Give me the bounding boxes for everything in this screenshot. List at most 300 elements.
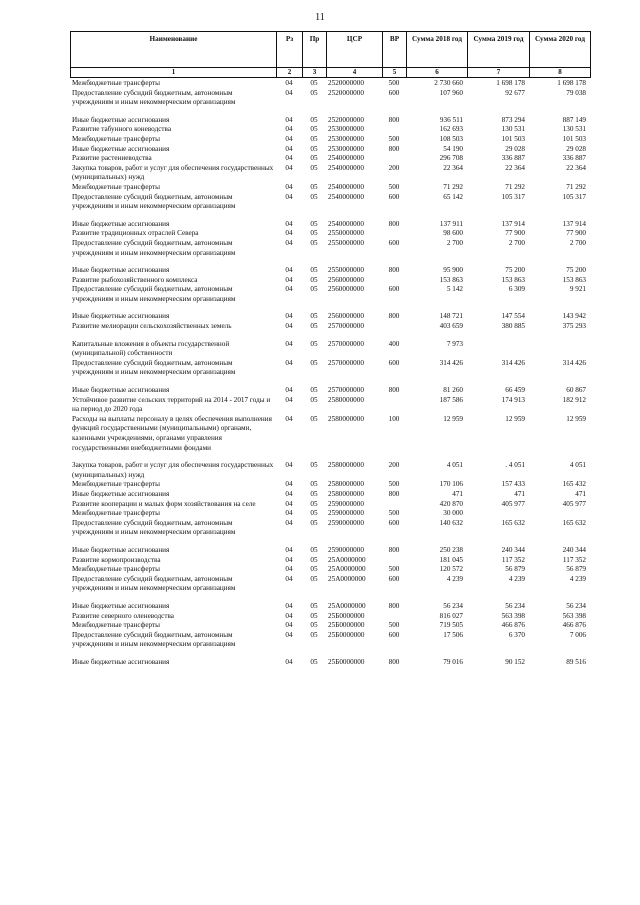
column-number: 8 xyxy=(530,68,591,78)
row-name: Развитие кооперации и малых форм хозяйствования на селе xyxy=(72,499,256,508)
row-sum-2020: 165 432 xyxy=(562,480,586,489)
row-name: Предоставление субсидий бюджетным, автономным учреждениям и иным некоммерческим организациям xyxy=(72,192,236,211)
column-number: 2 xyxy=(277,68,303,78)
row-spacer xyxy=(70,538,590,546)
row-spacer-cell xyxy=(70,650,590,658)
row-vr xyxy=(382,154,406,164)
header-sum-2018: Сумма 2018 год xyxy=(407,32,468,68)
row-pr: 05 xyxy=(310,275,318,284)
table-row xyxy=(70,116,590,126)
row-csr: 2560000000 xyxy=(328,312,364,321)
row-spacer xyxy=(70,258,590,266)
row-sum-2020: 314 426 xyxy=(562,358,586,367)
row-name: Предоставление субсидий бюджетным, автономным учреждениям и иным некоммерческим организациям xyxy=(72,238,236,257)
table-row xyxy=(70,322,590,332)
row-sum-2019: 6 309 xyxy=(508,285,525,294)
row-name: Расходы на выплаты персоналу в целях обеспечения выполнения функций государственными (муниципальными) органами, казенными учреждениями, органами управления государственными внебюджетными фондами xyxy=(72,414,272,452)
row-vr: 800 xyxy=(388,266,400,275)
header-rz: Рз xyxy=(277,32,303,68)
row-sum-2019: 405 977 xyxy=(501,499,525,508)
row-sum-2018: 936 511 xyxy=(439,115,463,124)
row-vr: 800 xyxy=(388,312,400,321)
row-csr: 2580000000 xyxy=(328,395,364,404)
row-vr: 800 xyxy=(388,115,400,124)
row-csr: 2530000000 xyxy=(328,134,364,143)
column-number: 1 xyxy=(71,68,277,78)
row-rz: 04 xyxy=(285,395,293,404)
row-csr: 2570000000 xyxy=(328,322,364,331)
row-sum-2019: 71 292 xyxy=(505,182,525,191)
table-row xyxy=(70,154,590,164)
table-row xyxy=(70,276,590,286)
row-vr: 800 xyxy=(388,219,400,228)
table-row xyxy=(70,145,590,155)
row-pr: 05 xyxy=(310,79,318,87)
row-csr: 2540000000 xyxy=(328,154,364,163)
row-pr: 05 xyxy=(310,219,318,228)
row-csr: 2570000000 xyxy=(328,339,364,348)
row-sum-2018: 187 586 xyxy=(439,395,463,404)
row-sum-2020: 60 867 xyxy=(566,386,586,395)
row-csr: 2540000000 xyxy=(328,219,364,228)
table-row xyxy=(70,461,590,480)
row-csr: 25A0000000 xyxy=(328,555,366,564)
row-name: Предоставление субсидий бюджетным, автономным учреждениям и иным некоммерческим организациям xyxy=(72,518,236,537)
table-row xyxy=(70,519,590,538)
row-sum-2018: 816 027 xyxy=(439,611,463,620)
table-row xyxy=(70,359,590,378)
row-spacer xyxy=(70,453,590,461)
row-sum-2019: 137 914 xyxy=(501,219,525,228)
row-sum-2020: 375 293 xyxy=(562,322,586,331)
row-sum-2018: 98 600 xyxy=(443,229,463,238)
row-rz: 04 xyxy=(285,480,293,489)
table-row xyxy=(70,631,590,650)
row-vr xyxy=(382,276,406,286)
row-pr: 05 xyxy=(310,555,318,564)
row-pr: 05 xyxy=(310,489,318,498)
column-number: 4 xyxy=(327,68,383,78)
row-rz: 04 xyxy=(285,154,293,163)
row-csr: 2580000000 xyxy=(328,489,364,498)
row-rz: 04 xyxy=(285,79,293,87)
row-pr: 05 xyxy=(310,461,318,470)
row-csr: 2550000000 xyxy=(328,238,364,247)
table-row xyxy=(70,509,590,519)
row-sum-2019: 240 344 xyxy=(501,545,525,554)
row-csr: 2540000000 xyxy=(328,192,364,201)
table-row xyxy=(70,266,590,276)
table-row xyxy=(70,621,590,631)
row-sum-2018: 71 292 xyxy=(443,182,463,191)
row-sum-2018: 719 505 xyxy=(439,621,463,630)
row-rz: 04 xyxy=(285,88,293,97)
row-sum-2018: 12 959 xyxy=(443,414,463,423)
table-row xyxy=(70,183,590,193)
row-csr: 25Б0000000 xyxy=(328,657,365,666)
row-sum-2018: 17 506 xyxy=(443,630,463,639)
row-pr: 05 xyxy=(310,630,318,639)
row-spacer xyxy=(70,594,590,602)
row-sum-2018: 22 364 xyxy=(443,163,463,172)
row-rz: 04 xyxy=(285,134,293,143)
row-sum-2020: 77 900 xyxy=(566,229,586,238)
row-spacer-cell xyxy=(70,108,590,116)
table-row xyxy=(70,612,590,622)
row-csr: 25Б0000000 xyxy=(328,630,365,639)
row-vr: 800 xyxy=(388,144,400,153)
page-number: 11 xyxy=(315,12,325,23)
row-sum-2020: 75 200 xyxy=(566,266,586,275)
table-row xyxy=(70,239,590,258)
row-sum-2020: 1 698 178 xyxy=(557,79,586,87)
table-row xyxy=(70,79,590,89)
row-name: Развитие северного оленеводства xyxy=(72,611,174,620)
row-vr: 200 xyxy=(388,163,400,172)
row-spacer-cell xyxy=(70,538,590,546)
row-name: Иные бюджетные ассигнования xyxy=(72,266,170,275)
row-vr: 400 xyxy=(388,339,400,348)
row-sum-2020: 12 959 xyxy=(566,414,586,423)
row-sum-2019: 4 239 xyxy=(508,574,525,583)
row-sum-2019: 29 028 xyxy=(505,144,525,153)
row-vr: 500 xyxy=(388,565,400,574)
table-row xyxy=(70,490,590,500)
row-vr: 200 xyxy=(388,461,400,470)
row-vr: 600 xyxy=(388,285,400,294)
row-rz: 04 xyxy=(285,219,293,228)
row-sum-2019: 157 433 xyxy=(501,480,525,489)
row-rz: 04 xyxy=(285,499,293,508)
row-name: Иные бюджетные ассигнования xyxy=(72,601,170,610)
row-spacer xyxy=(70,332,590,340)
row-sum-2020: 29 028 xyxy=(566,144,586,153)
row-sum-2020: 89 516 xyxy=(566,657,586,666)
row-sum-2019: 165 632 xyxy=(501,518,525,527)
row-rz: 04 xyxy=(285,386,293,395)
row-csr: 2520000000 xyxy=(328,115,364,124)
row-rz: 04 xyxy=(285,489,293,498)
row-vr: 600 xyxy=(388,630,400,639)
row-pr: 05 xyxy=(310,601,318,610)
row-spacer-cell xyxy=(70,212,590,220)
row-sum-2019: 56 234 xyxy=(505,601,525,610)
row-spacer-cell xyxy=(70,453,590,461)
row-csr: 2540000000 xyxy=(328,163,364,172)
row-sum-2020: 105 317 xyxy=(562,192,586,201)
row-vr: 800 xyxy=(388,489,400,498)
row-pr: 05 xyxy=(310,657,318,666)
row-spacer-cell xyxy=(70,304,590,312)
row-name: Закупка товаров, работ и услуг для обеспечения государственных (муниципальных) нужд xyxy=(72,461,274,479)
row-sum-2019: 153 863 xyxy=(501,275,525,284)
row-rz: 04 xyxy=(285,266,293,275)
row-rz: 04 xyxy=(285,611,293,620)
row-rz: 04 xyxy=(285,601,293,610)
row-name: Предоставление субсидий бюджетным, автономным учреждениям и иным некоммерческим организациям xyxy=(72,574,236,593)
row-csr: 2580000000 xyxy=(328,480,364,489)
row-pr: 05 xyxy=(310,125,318,134)
row-name: Развитие рыбохозяйственного комплекса xyxy=(72,275,198,284)
table-row xyxy=(70,135,590,145)
row-name: Межбюджетные трансферты xyxy=(72,621,160,630)
row-rz: 04 xyxy=(285,322,293,331)
row-vr: 800 xyxy=(388,386,400,395)
row-vr: 600 xyxy=(388,518,400,527)
row-sum-2020: 130 531 xyxy=(562,125,586,134)
row-sum-2020: 2 700 xyxy=(569,238,586,247)
row-vr: 800 xyxy=(388,545,400,554)
row-rz: 04 xyxy=(285,358,293,367)
row-name: Межбюджетные трансферты xyxy=(72,79,160,87)
row-sum-2018: 2 700 xyxy=(446,238,463,247)
row-pr: 05 xyxy=(310,480,318,489)
row-sum-2018: 148 721 xyxy=(439,312,463,321)
row-rz: 04 xyxy=(285,163,293,172)
row-sum-2018: 250 238 xyxy=(439,545,463,554)
row-vr: 800 xyxy=(388,657,400,666)
table-header xyxy=(70,31,591,78)
header-name: Наименование xyxy=(71,32,277,68)
header-pr: Пр xyxy=(303,32,327,68)
row-name: Предоставление субсидий бюджетным, автономным учреждениям и иным некоммерческим организациям xyxy=(72,88,236,107)
row-spacer-cell xyxy=(70,378,590,386)
row-sum-2020: 117 352 xyxy=(562,555,586,564)
table-row xyxy=(70,285,590,304)
row-pr: 05 xyxy=(310,154,318,163)
row-sum-2018: 108 503 xyxy=(439,134,463,143)
row-sum-2019: 22 364 xyxy=(505,163,525,172)
row-pr: 05 xyxy=(310,115,318,124)
budget-table xyxy=(70,79,590,667)
row-pr: 05 xyxy=(310,144,318,153)
row-sum-2018: 170 106 xyxy=(439,480,463,489)
table-row xyxy=(70,396,590,415)
table-row xyxy=(70,340,590,359)
row-sum-2018: 153 863 xyxy=(439,275,463,284)
row-rz: 04 xyxy=(285,518,293,527)
row-sum-2019: 56 879 xyxy=(505,565,525,574)
row-vr: 500 xyxy=(388,509,400,518)
row-sum-2020: 56 879 xyxy=(566,565,586,574)
row-pr: 05 xyxy=(310,312,318,321)
table-row xyxy=(70,415,590,453)
row-pr: 05 xyxy=(310,285,318,294)
row-rz: 04 xyxy=(285,125,293,134)
row-pr: 05 xyxy=(310,545,318,554)
row-rz: 04 xyxy=(285,509,293,518)
row-pr: 05 xyxy=(310,322,318,331)
row-sum-2018: 140 632 xyxy=(439,518,463,527)
row-name: Развитие табунного коневодства xyxy=(72,125,172,134)
budget-table-body xyxy=(70,79,590,667)
row-sum-2018: 181 045 xyxy=(439,555,463,564)
row-csr: 2530000000 xyxy=(328,144,364,153)
row-sum-2020: 22 364 xyxy=(566,163,586,172)
row-sum-2018: 403 659 xyxy=(439,322,463,331)
row-sum-2019: 314 426 xyxy=(501,358,525,367)
row-name: Межбюджетные трансферты xyxy=(72,509,160,518)
row-sum-2018: 30 000 xyxy=(443,509,463,518)
row-vr: 100 xyxy=(388,414,400,423)
row-pr: 05 xyxy=(310,238,318,247)
row-sum-2020: 165 632 xyxy=(562,518,586,527)
row-pr: 05 xyxy=(310,509,318,518)
row-vr: 600 xyxy=(388,238,400,247)
row-sum-2020: 56 234 xyxy=(566,601,586,610)
row-pr: 05 xyxy=(310,518,318,527)
row-sum-2020: 471 xyxy=(575,489,586,498)
row-vr xyxy=(382,500,406,510)
row-pr: 05 xyxy=(310,499,318,508)
table-row xyxy=(70,500,590,510)
row-sum-2020 xyxy=(529,509,590,519)
row-csr: 2530000000 xyxy=(328,125,364,134)
row-sum-2018: 120 572 xyxy=(439,565,463,574)
row-sum-2020: 4 239 xyxy=(569,574,586,583)
row-sum-2019: . 4 051 xyxy=(505,461,525,470)
row-sum-2018: 56 234 xyxy=(443,601,463,610)
row-rz: 04 xyxy=(285,312,293,321)
row-sum-2018: 296 708 xyxy=(439,154,463,163)
row-sum-2019 xyxy=(467,509,529,519)
row-sum-2020: 4 051 xyxy=(569,461,586,470)
row-vr: 600 xyxy=(388,88,400,97)
row-vr xyxy=(382,396,406,415)
row-sum-2020: 336 887 xyxy=(562,154,586,163)
row-name: Предоставление субсидий бюджетным, автономным учреждениям и иным некоммерческим организациям xyxy=(72,285,236,303)
table-row xyxy=(70,312,590,322)
row-sum-2019: 101 503 xyxy=(501,134,525,143)
row-rz: 04 xyxy=(285,621,293,630)
row-rz: 04 xyxy=(285,339,293,348)
row-rz: 04 xyxy=(285,285,293,294)
header-csr: ЦСР xyxy=(327,32,383,68)
row-csr: 2520000000 xyxy=(328,88,364,97)
row-csr: 2590000000 xyxy=(328,499,364,508)
row-pr: 05 xyxy=(310,163,318,172)
row-spacer-cell xyxy=(70,258,590,266)
row-name: Закупка товаров, работ и услуг для обеспечения государственных (муниципальных) нужд xyxy=(72,163,274,182)
row-csr: 2540000000 xyxy=(328,182,364,191)
row-name: Иные бюджетные ассигнования xyxy=(72,489,170,498)
row-name: Капитальные вложения в объекты государственной (муниципальной) собственности xyxy=(72,339,230,358)
row-pr: 05 xyxy=(310,358,318,367)
row-sum-2019: 466 876 xyxy=(501,621,525,630)
row-csr: 2570000000 xyxy=(328,358,364,367)
row-vr: 500 xyxy=(388,480,400,489)
row-rz: 04 xyxy=(285,144,293,153)
row-sum-2018: 7 973 xyxy=(446,339,463,348)
row-pr: 05 xyxy=(310,621,318,630)
row-sum-2018: 54 190 xyxy=(443,144,463,153)
row-rz: 04 xyxy=(285,555,293,564)
row-vr: 800 xyxy=(388,601,400,610)
row-pr: 05 xyxy=(310,229,318,238)
row-vr: 500 xyxy=(388,134,400,143)
row-pr: 05 xyxy=(310,395,318,404)
table-row xyxy=(70,575,590,594)
row-sum-2018: 107 960 xyxy=(439,88,463,97)
row-vr xyxy=(382,556,406,566)
row-sum-2020: 101 503 xyxy=(562,134,586,143)
row-sum-2019: 12 959 xyxy=(505,414,525,423)
row-name: Иные бюджетные ассигнования xyxy=(72,219,170,228)
row-rz: 04 xyxy=(285,657,293,666)
row-csr: 2550000000 xyxy=(328,229,364,238)
row-spacer xyxy=(70,378,590,386)
row-vr: 500 xyxy=(388,182,400,191)
row-name: Иные бюджетные ассигнования xyxy=(72,115,170,124)
row-csr: 25A0000000 xyxy=(328,574,366,583)
row-sum-2020: 79 038 xyxy=(566,88,586,97)
row-sum-2019: 92 677 xyxy=(505,88,525,97)
row-name: Иные бюджетные ассигнования xyxy=(72,657,170,666)
table-row xyxy=(70,386,590,396)
row-vr: 500 xyxy=(388,79,400,87)
row-sum-2020: 153 863 xyxy=(562,275,586,284)
table-row xyxy=(70,89,590,108)
row-rz: 04 xyxy=(285,192,293,201)
row-sum-2020: 9 921 xyxy=(569,285,586,294)
row-rz: 04 xyxy=(285,275,293,284)
row-csr: 2560000000 xyxy=(328,285,364,294)
row-sum-2018: 65 142 xyxy=(443,192,463,201)
row-rz: 04 xyxy=(285,461,293,470)
row-sum-2019: 380 885 xyxy=(501,322,525,331)
row-vr xyxy=(382,612,406,622)
row-sum-2018: 79 016 xyxy=(443,657,463,666)
row-sum-2020: 71 292 xyxy=(566,182,586,191)
row-rz: 04 xyxy=(285,182,293,191)
table-row xyxy=(70,556,590,566)
row-vr: 600 xyxy=(388,192,400,201)
row-spacer xyxy=(70,304,590,312)
row-sum-2018: 95 900 xyxy=(443,266,463,275)
row-csr: 2590000000 xyxy=(328,509,364,518)
row-pr: 05 xyxy=(310,574,318,583)
row-csr: 2570000000 xyxy=(328,386,364,395)
row-sum-2020: 182 912 xyxy=(562,395,586,404)
row-sum-2019: 90 152 xyxy=(505,657,525,666)
row-sum-2019: 174 913 xyxy=(501,395,525,404)
row-pr: 05 xyxy=(310,134,318,143)
row-sum-2019: 105 317 xyxy=(501,192,525,201)
row-pr: 05 xyxy=(310,611,318,620)
row-vr xyxy=(382,125,406,135)
row-spacer xyxy=(70,108,590,116)
row-sum-2019: 117 352 xyxy=(501,555,525,564)
row-rz: 04 xyxy=(285,229,293,238)
row-name: Иные бюджетные ассигнования xyxy=(72,386,170,395)
row-rz: 04 xyxy=(285,238,293,247)
row-name: Иные бюджетные ассигнования xyxy=(72,545,170,554)
column-number: 3 xyxy=(303,68,327,78)
table-row xyxy=(70,565,590,575)
row-csr: 2580000000 xyxy=(328,414,364,423)
row-csr: 2550000000 xyxy=(328,266,364,275)
row-pr: 05 xyxy=(310,565,318,574)
table-row xyxy=(70,546,590,556)
row-sum-2020: 137 914 xyxy=(562,219,586,228)
row-name: Предоставление субсидий бюджетным, автономным учреждениям и иным некоммерческим организациям xyxy=(72,630,236,649)
row-csr: 2590000000 xyxy=(328,545,364,554)
row-vr: 600 xyxy=(388,358,400,367)
row-sum-2019: 147 554 xyxy=(501,312,525,321)
row-sum-2019: 130 531 xyxy=(501,125,525,134)
row-name: Развитие растениеводства xyxy=(72,154,152,163)
row-pr: 05 xyxy=(310,182,318,191)
